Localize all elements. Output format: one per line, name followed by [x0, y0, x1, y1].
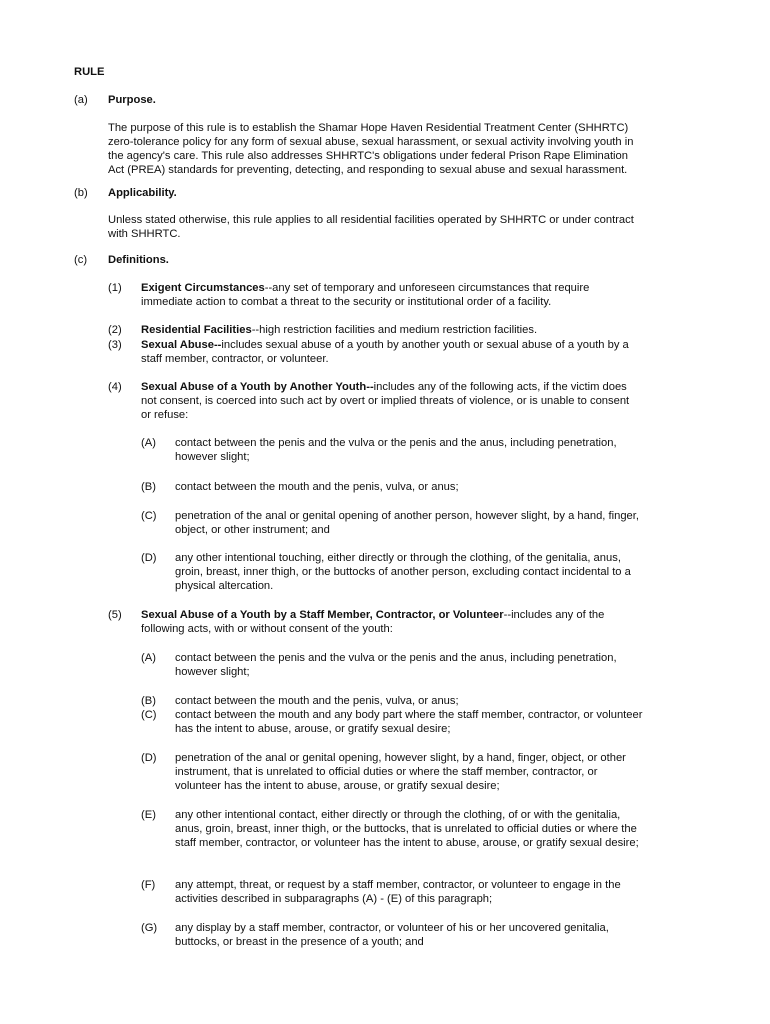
- definition-line: not consent, is coerced into such act by overt or implied threats of violence, or is unable to consent: [141, 395, 630, 407]
- subitem-label: (A): [141, 437, 156, 449]
- subitem-line: any attempt, threat, or request by a staff member, contractor, or volunteer to engage in the: [175, 879, 621, 891]
- definition-term: Sexual Abuse of a Youth by a Staff Member, Contractor, or Volunteer: [141, 609, 504, 621]
- subitem-line: any other intentional contact, either directly or through the clothing, of or with the genitalia,: [175, 809, 621, 821]
- subitem-line: contact between the mouth and the penis, vulva, or anus;: [175, 695, 459, 707]
- definition-term: Sexual Abuse of a Youth by Another Youth--: [141, 381, 374, 393]
- subitem-label: (E): [141, 809, 156, 821]
- definition-line: --high restriction facilities and medium restriction facilities.: [251, 324, 538, 336]
- definition-line: --includes any of the: [503, 609, 605, 621]
- definition-term: Exigent Circumstances: [141, 282, 265, 294]
- subitem-text: [175, 808, 705, 850]
- subitem-text: [175, 694, 705, 708]
- definition-4-text: [141, 380, 701, 422]
- subitem-text: [175, 708, 705, 736]
- definition-3-text: [141, 338, 701, 366]
- definition-term: Sexual Abuse--: [141, 339, 222, 351]
- subitem-label: (A): [141, 652, 156, 664]
- definition-line: staff member, contractor, or volunteer.: [141, 353, 329, 365]
- subitem-label: (B): [141, 481, 156, 493]
- subitem-text: [175, 436, 705, 464]
- subitem-line: has the intent to abuse, arouse, or gratify sexual desire;: [175, 723, 451, 735]
- section-c-heading: Definitions.: [108, 254, 169, 266]
- definition-line: immediate action to combat a threat to the security or institutional order of a facility.: [141, 296, 552, 308]
- subitem-line: groin, breast, inner thigh, or the buttocks of another person, excluding contact incidental to a: [175, 566, 631, 578]
- definition-1-label: (1): [108, 282, 122, 294]
- subitem-label: (B): [141, 695, 156, 707]
- definition-5-text: [141, 608, 701, 636]
- section-b-paragraph: [108, 213, 708, 241]
- subitem-label: (G): [141, 922, 158, 934]
- definition-4-label: (4): [108, 381, 122, 393]
- definition-line: includes sexual abuse of a youth by another youth or sexual abuse of a youth by a: [221, 339, 629, 351]
- subitem-line: contact between the mouth and the penis, vulva, or anus;: [175, 481, 459, 493]
- subitem-label: (C): [141, 709, 157, 721]
- section-b-label: (b): [74, 187, 88, 199]
- section-a-heading: Purpose.: [108, 94, 156, 106]
- subitem-label: (D): [141, 752, 157, 764]
- subitem-text: [175, 878, 705, 906]
- rule-title: RULE: [74, 66, 105, 78]
- subitem-line: physical altercation.: [175, 580, 274, 592]
- subitem-text: [175, 651, 705, 679]
- subitem-line: contact between the mouth and any body part where the staff member, contractor, or volunteer: [175, 709, 643, 721]
- subitem-line: however slight;: [175, 666, 250, 678]
- subitem-label: (C): [141, 510, 157, 522]
- subitem-line: anus, groin, breast, inner thigh, or the buttocks, that is unrelated to official duties or where the: [175, 823, 637, 835]
- subitem-line: instrument, that is unrelated to official duties or where the staff member, contractor, or: [175, 766, 598, 778]
- paragraph-line: Act (PREA) standards for preventing, detecting, and responding to sexual abuse and sexual harassment.: [108, 164, 628, 176]
- definition-2-text: [141, 323, 701, 337]
- subitem-text: [175, 921, 705, 949]
- subitem-line: however slight;: [175, 451, 250, 463]
- subitem-line: any other intentional touching, either directly or through the clothing, of the genitalia, anus,: [175, 552, 621, 564]
- subitem-label: (D): [141, 552, 157, 564]
- paragraph-line: zero-tolerance policy for any form of sexual abuse, sexual harassment, or sexual activity involving youth in: [108, 136, 634, 148]
- subitem-line: penetration of the anal or genital opening of another person, however slight, by a hand, finger,: [175, 510, 639, 522]
- subitem-text: [175, 551, 705, 593]
- definition-line: --any set of temporary and unforeseen circumstances that require: [264, 282, 590, 294]
- subitem-text: [175, 480, 705, 494]
- paragraph-line: Unless stated otherwise, this rule applies to all residential facilities operated by SHHRTC or under contract: [108, 214, 634, 226]
- paragraph-line: the agency's care. This rule also addresses SHHRTC's obligations under federal Prison Rape Elimination: [108, 150, 628, 162]
- definition-1-text: [141, 281, 701, 309]
- subitem-line: volunteer has the intent to abuse, arouse, or gratify sexual desire;: [175, 780, 500, 792]
- definition-term: Residential Facilities: [141, 324, 252, 336]
- subitem-text: [175, 751, 705, 793]
- definition-line: or refuse:: [141, 409, 189, 421]
- section-b-heading: Applicability.: [108, 187, 177, 199]
- section-a-paragraph: [108, 121, 708, 177]
- paragraph-line: The purpose of this rule is to establish the Shamar Hope Haven Residential Treatment Center (SHHRTC): [108, 122, 629, 134]
- subitem-line: penetration of the anal or genital opening, however slight, by a hand, finger, object, or other: [175, 752, 626, 764]
- subitem-line: any display by a staff member, contractor, or volunteer of his or her uncovered genitalia,: [175, 922, 609, 934]
- subitem-line: staff member, contractor, or volunteer has the intent to abuse, arouse, or gratify sexual desire;: [175, 837, 639, 849]
- subitem-line: object, or other instrument; and: [175, 524, 330, 536]
- subitem-line: activities described in subparagraphs (A) - (E) of this paragraph;: [175, 893, 493, 905]
- subitem-line: buttocks, or breast in the presence of a youth; and: [175, 936, 424, 948]
- subitem-text: [175, 509, 705, 537]
- subitem-line: contact between the penis and the vulva or the penis and the anus, including penetration,: [175, 652, 617, 664]
- section-a-label: (a): [74, 94, 88, 106]
- section-c-label: (c): [74, 254, 88, 266]
- definition-3-label: (3): [108, 339, 122, 351]
- subitem-line: contact between the penis and the vulva or the penis and the anus, including penetration,: [175, 437, 617, 449]
- definition-2-label: (2): [108, 324, 122, 336]
- definition-line: following acts, with or without consent of the youth:: [141, 623, 393, 635]
- subitem-label: (F): [141, 879, 156, 891]
- definition-5-label: (5): [108, 609, 122, 621]
- paragraph-line: with SHHRTC.: [108, 228, 181, 240]
- definition-line: includes any of the following acts, if the victim does: [373, 381, 627, 393]
